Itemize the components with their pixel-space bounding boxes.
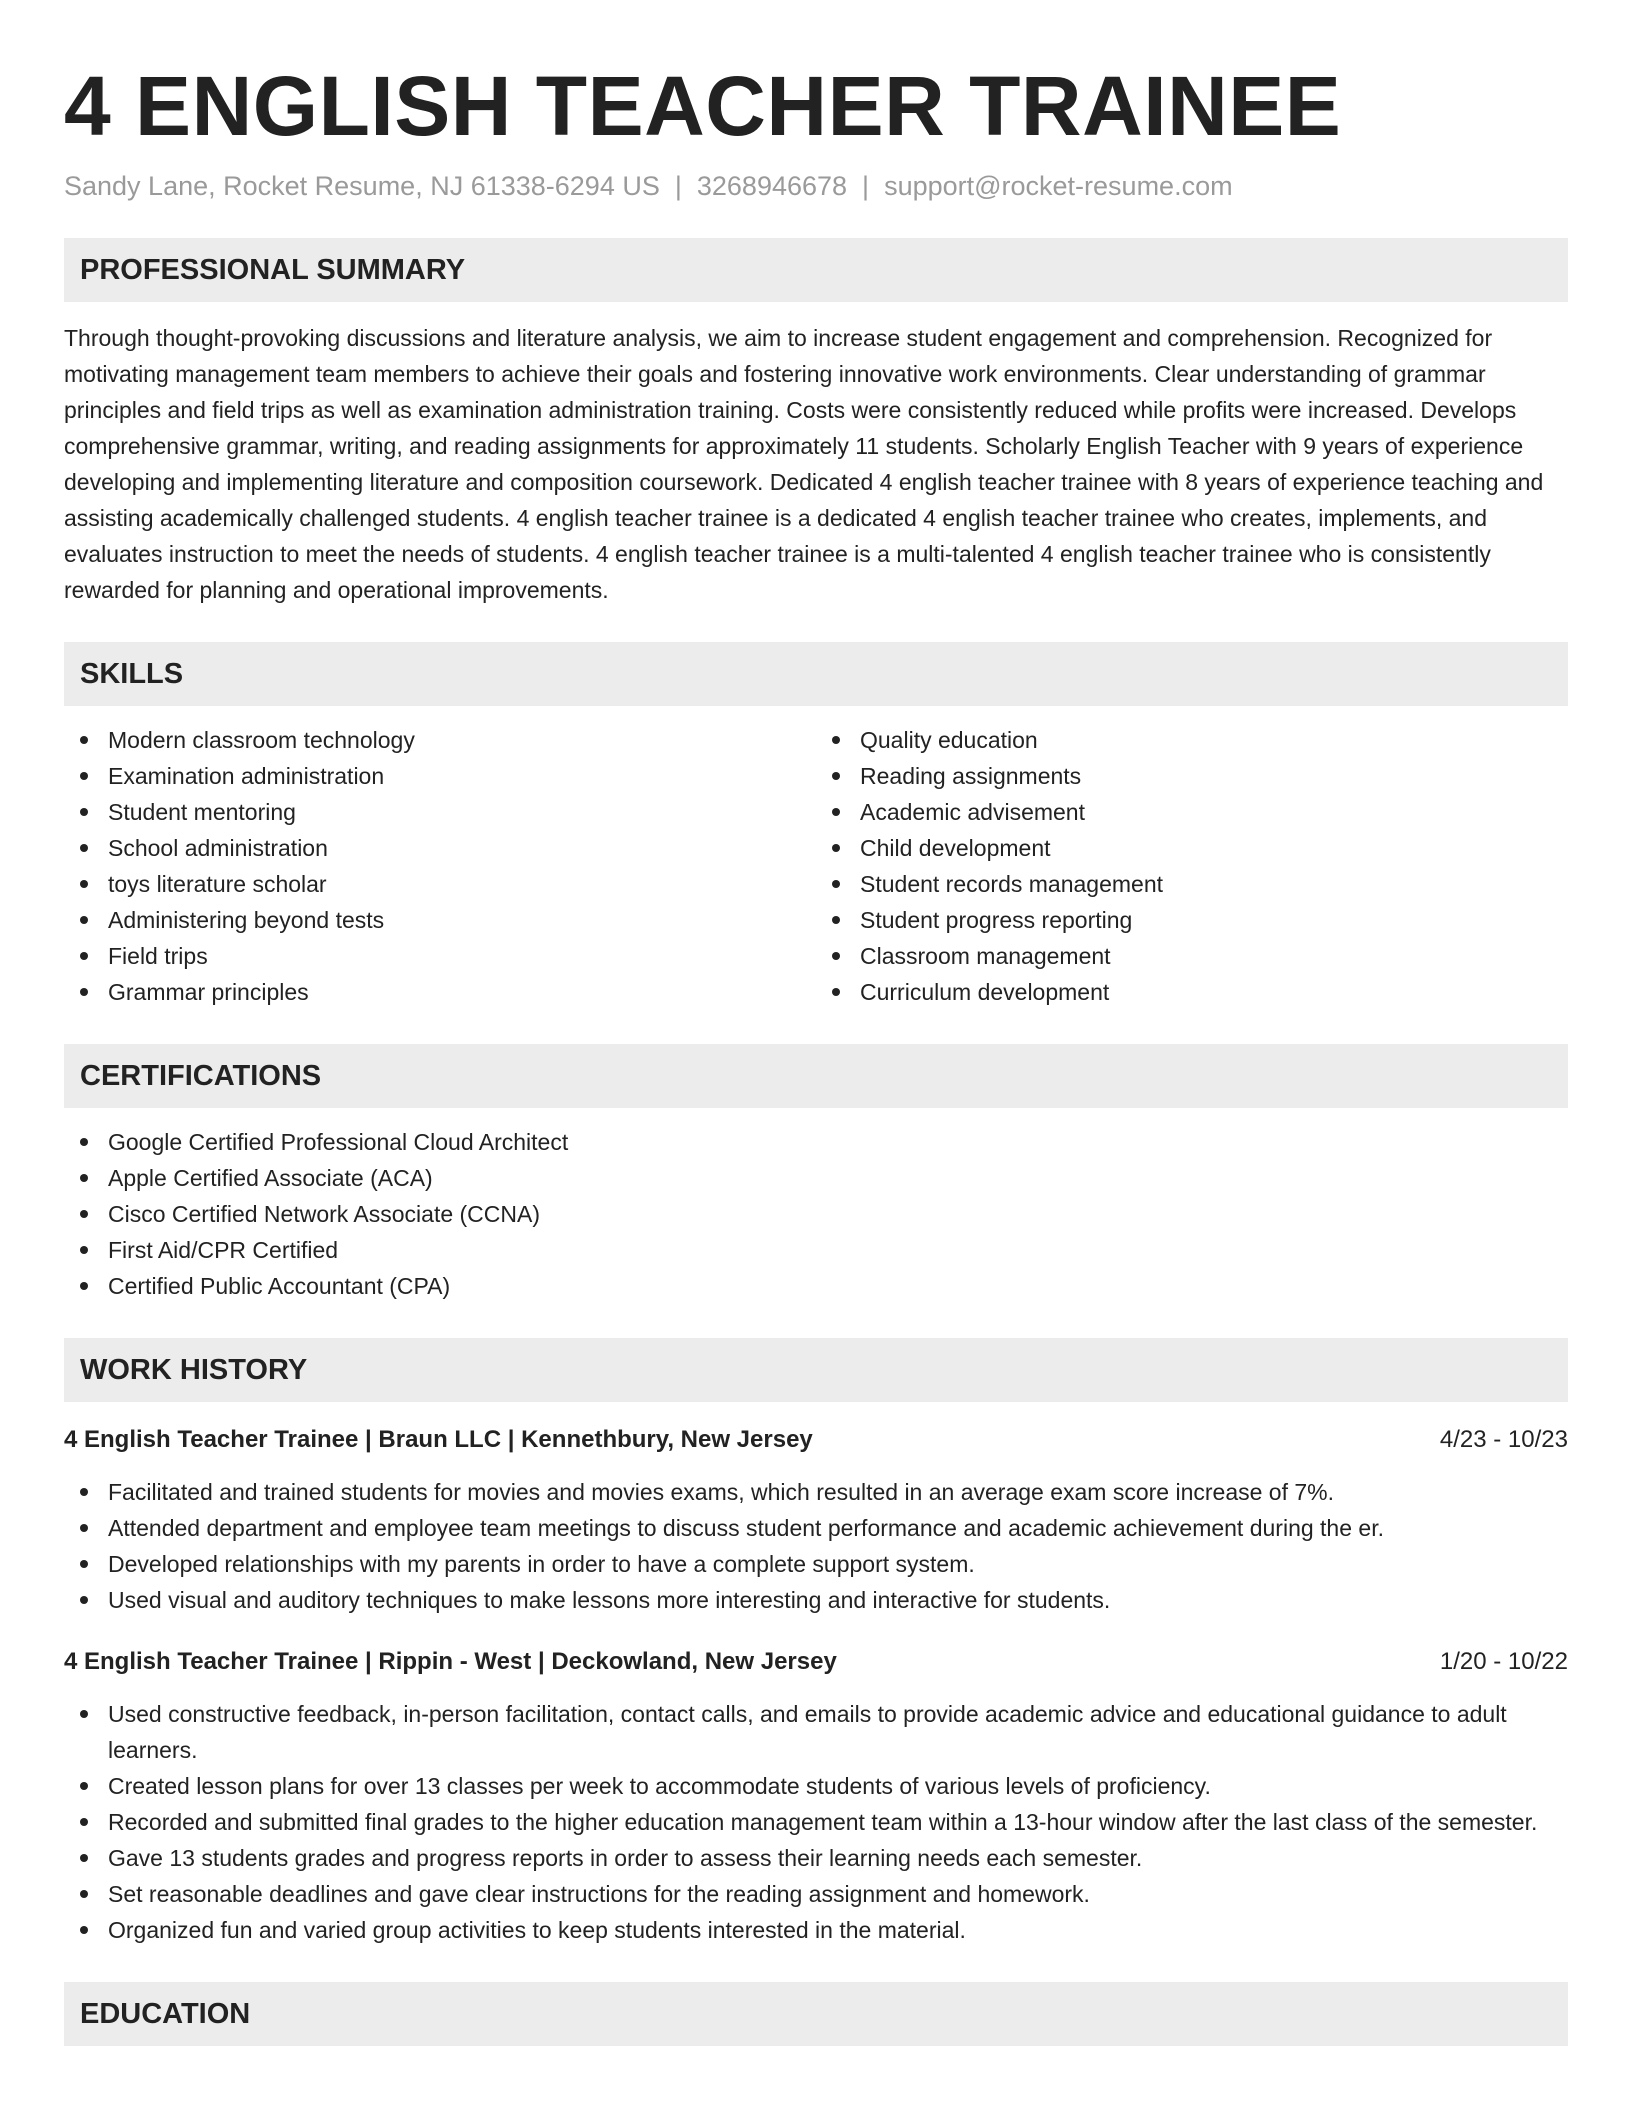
skill-item: Grammar principles: [64, 974, 816, 1010]
job-bullets: [64, 1696, 1568, 1948]
skill-item: toys literature scholar: [64, 866, 816, 902]
certification-item: Certified Public Accountant (CPA): [64, 1268, 1568, 1304]
skill-item: School administration: [64, 830, 816, 866]
certification-item: Cisco Certified Network Associate (CCNA): [64, 1196, 1568, 1232]
job-bullet: Gave 13 students grades and progress reports in order to assess their learning needs each semester.: [64, 1840, 1568, 1876]
contact-separator: |: [862, 171, 870, 201]
job-header: [64, 1644, 1568, 1680]
job-bullet: Set reasonable deadlines and gave clear instructions for the reading assignment and homework.: [64, 1876, 1568, 1912]
job-bullets: [64, 1474, 1568, 1618]
job-bullet: Organized fun and varied group activities to keep students interested in the material.: [64, 1912, 1568, 1948]
certifications-list: [64, 1124, 1568, 1304]
summary-heading: PROFESSIONAL SUMMARY: [64, 238, 1568, 302]
job-title: 4 English Teacher Trainee | Rippin - West | Deckowland, New Jersey: [64, 1648, 837, 1675]
skill-item: Student records management: [816, 866, 1568, 902]
job-entry: [64, 1422, 1568, 1618]
contact-separator: |: [674, 171, 682, 201]
skill-item: Field trips: [64, 938, 816, 974]
job-bullet: Facilitated and trained students for movies and movies exams, which resulted in an average exam score increase of 7%.: [64, 1474, 1568, 1510]
job-bullet: Attended department and employee team meetings to discuss student performance and academic achievement during the er.: [64, 1510, 1568, 1546]
skill-item: Reading assignments: [816, 758, 1568, 794]
job-bullet: Developed relationships with my parents in order to have a complete support system.: [64, 1546, 1568, 1582]
skills-heading: SKILLS: [64, 642, 1568, 706]
contact-line: [64, 168, 1568, 204]
skill-item: Academic advisement: [816, 794, 1568, 830]
skill-item: Child development: [816, 830, 1568, 866]
job-bullet: Used constructive feedback, in-person facilitation, contact calls, and emails to provide academic advice and educational guidance to adult learners.: [64, 1696, 1568, 1768]
job-bullet: Created lesson plans for over 13 classes per week to accommodate students of various levels of proficiency.: [64, 1768, 1568, 1804]
skill-item: Classroom management: [816, 938, 1568, 974]
contact-address: Sandy Lane, Rocket Resume, NJ 61338-6294 US: [64, 171, 660, 201]
summary-text: Through thought-provoking discussions and literature analysis, we aim to increase student engagement and comprehension. Recognized for motivating management team members to achieve their goals and fostering innovative work environments. Clear understanding of grammar principles and field trips as well as examination administration training. Costs were consistently reduced while profits were increased. Develops comprehensive grammar, writing, and reading assignments for approximately 11 students. Scholarly English Teacher with 9 years of experience developing and implementing literature and composition coursework. Dedicated 4 english teacher trainee with 8 years of experience teaching and assisting academically challenged students. 4 english teacher trainee is a dedicated 4 english teacher trainee who creates, implements, and evaluates instruction to meet the needs of students. 4 english teacher trainee is a multi-talented 4 english teacher trainee who is consistently rewarded for planning and operational improvements.: [64, 325, 1544, 603]
job-dates: 4/23 - 10/23: [1439, 1426, 1568, 1453]
work-history-heading: WORK HISTORY: [64, 1338, 1568, 1402]
certification-item: Google Certified Professional Cloud Architect: [64, 1124, 1568, 1160]
skill-item: Examination administration: [64, 758, 816, 794]
skill-item: Quality education: [816, 722, 1568, 758]
skills-list-left: [64, 722, 816, 1010]
skills-list-right: [816, 722, 1568, 1010]
job-bullet: Recorded and submitted final grades to the higher education management team within a 13-hour window after the last class of the semester.: [64, 1804, 1568, 1840]
job-title: 4 English Teacher Trainee | Braun LLC | Kennethbury, New Jersey: [64, 1426, 813, 1453]
contact-email: support@rocket-resume.com: [884, 171, 1233, 201]
resume-name: 4 ENGLISH TEACHER TRAINEE: [64, 59, 1342, 153]
skill-item: Modern classroom technology: [64, 722, 816, 758]
job-header: [64, 1422, 1568, 1458]
job-bullet: Used visual and auditory techniques to make lessons more interesting and interactive for students.: [64, 1582, 1568, 1618]
skills-columns: [64, 722, 1568, 1010]
education-heading: EDUCATION: [64, 1982, 1568, 2046]
certification-item: First Aid/CPR Certified: [64, 1232, 1568, 1268]
certification-item: Apple Certified Associate (ACA): [64, 1160, 1568, 1196]
job-dates: 1/20 - 10/22: [1439, 1648, 1568, 1675]
job-entry: [64, 1644, 1568, 1948]
contact-phone: 3268946678: [696, 171, 848, 201]
skill-item: Administering beyond tests: [64, 902, 816, 938]
certifications-heading: CERTIFICATIONS: [64, 1044, 1568, 1108]
skill-item: Student mentoring: [64, 794, 816, 830]
skill-item: Student progress reporting: [816, 902, 1568, 938]
skill-item: Curriculum development: [816, 974, 1568, 1010]
